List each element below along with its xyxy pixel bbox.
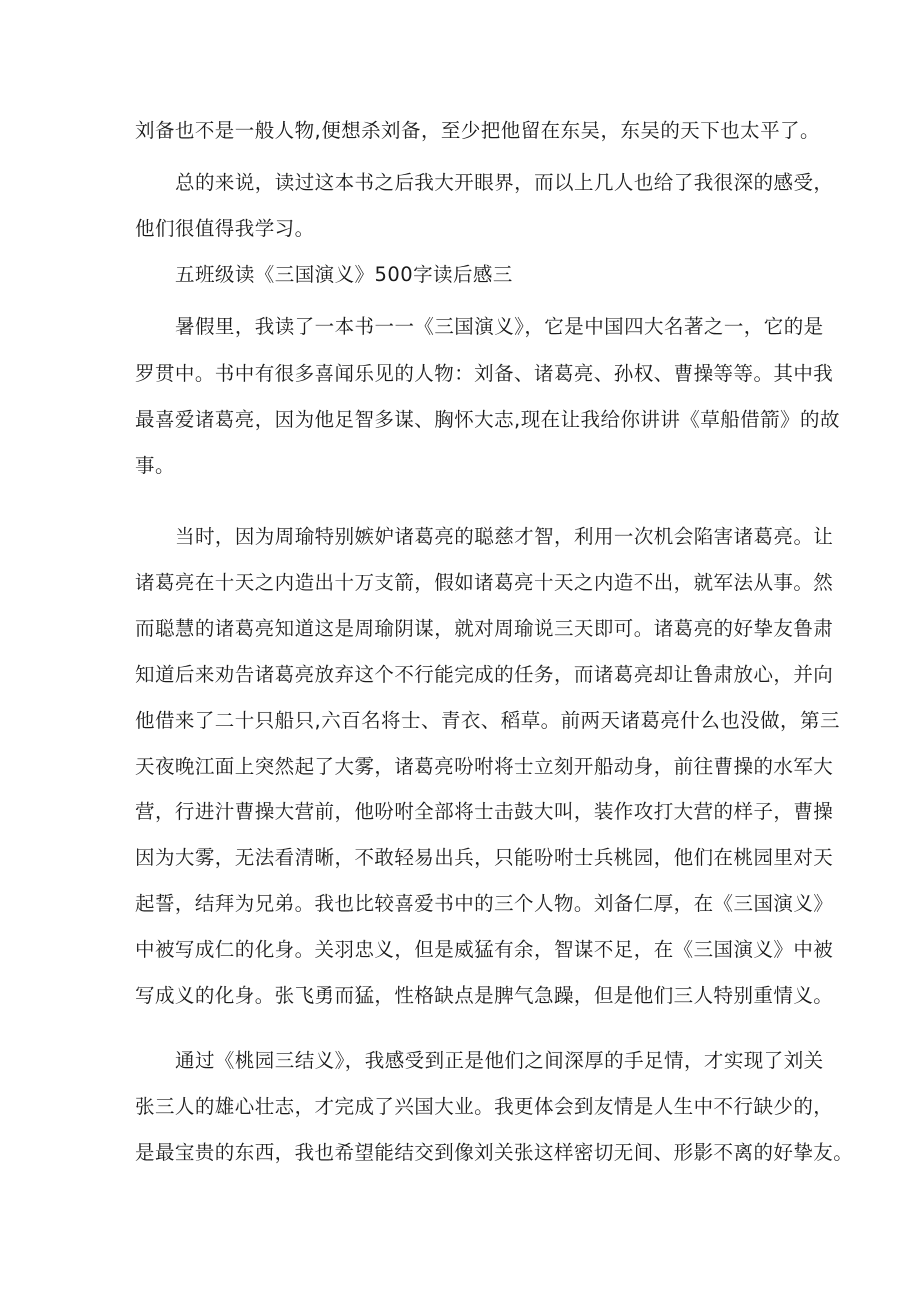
paragraph-4-line-5: 他借来了二十只船只,六百名将士、青衣、稻草。前两天诸葛亮什么也没做，第三 (135, 709, 840, 732)
paragraph-3-line-1: 暑假里，我读了一本书一一《三国演义》，它是中国四大名著之一，它的是 (175, 315, 824, 338)
section-heading: 五班级读《三国演义》500字读后感三 (175, 263, 513, 286)
paragraph-3-line-3: 最喜爱诸葛亮，因为他足智多谋、胸怀大志,现在让我给你讲讲《草船借箭》的故 (135, 408, 840, 431)
paragraph-4-line-1: 当时，因为周瑜特别嫉妒诸葛亮的聪慈才智，利用一次机会陷害诸葛亮。让 (175, 525, 834, 548)
paragraph-5-line-2: 张三人的雄心壮志，才完成了兴国大业。我更体会到友情是人生中不行缺少的， (135, 1095, 834, 1118)
paragraph-2-line-1: 总的来说，读过这本书之后我大开眼界，而以上几人也给了我很深的感受， (175, 171, 834, 194)
paragraph-5-line-3: 是最宝贵的东西，我也希望能结交到像刘关张这样密切无间、形影不离的好挚友。 (135, 1141, 854, 1164)
paragraph-4-line-11: 写成义的化身。张飞勇而猛，性格缺点是脾气急躁，但是他们三人特别重情义。 (135, 984, 834, 1007)
paragraph-4-line-3: 而聪慧的诸葛亮知道这是周瑜阴谋，就对周瑜说三天即可。诸葛亮的好挚友鲁肃 (135, 617, 834, 640)
paragraph-4-line-9: 起誓，结拜为兄弟。我也比较喜爱书中的三个人物。刘备仁厚，在《三国演义》 (135, 892, 834, 915)
paragraph-5-line-1: 通过《桃园三结义》，我感受到正是他们之间深厚的手足情，才实现了刘关 (175, 1049, 824, 1072)
paragraph-4-line-6: 天夜晚江面上突然起了大雾，诸葛亮吩咐将士立刻开船动身，前往曹操的水军大 (135, 755, 834, 778)
paragraph-4-line-2: 诸葛亮在十天之内造出十万支箭，假如诸葛亮十天之内造不出，就军法从事。然 (135, 571, 834, 594)
paragraph-4-line-7: 营，行进汁曹操大营前，他吩咐全部将士击鼓大叫，装作攻打大营的样子，曹操 (135, 800, 834, 823)
paragraph-3-line-2: 罗贯中。书中有很多喜闻乐见的人物：刘备、诸葛亮、孙权、曹操等等。其中我 (135, 362, 834, 385)
paragraph-1-line-1: 刘备也不是一般人物,便想杀刘备，至少把他留在东吴，东吴的天下也太平了。 (135, 119, 820, 142)
paragraph-4-line-10: 中被写成仁的化身。关羽忠义，但是威猛有余，智谋不足，在《三国演义》中被 (135, 938, 834, 961)
paragraph-3-line-4: 事。 (135, 454, 175, 477)
paragraph-4-line-4: 知道后来劝告诸葛亮放弃这个不行能完成的任务，而诸葛亮却让鲁肃放心，并向 (135, 663, 834, 686)
paragraph-2-line-2: 他们很值得我学习。 (135, 217, 315, 240)
paragraph-4-line-8: 因为大雾，无法看清晰，不敢轻易出兵，只能吩咐士兵桃园，他们在桃园里对天 (135, 846, 834, 869)
